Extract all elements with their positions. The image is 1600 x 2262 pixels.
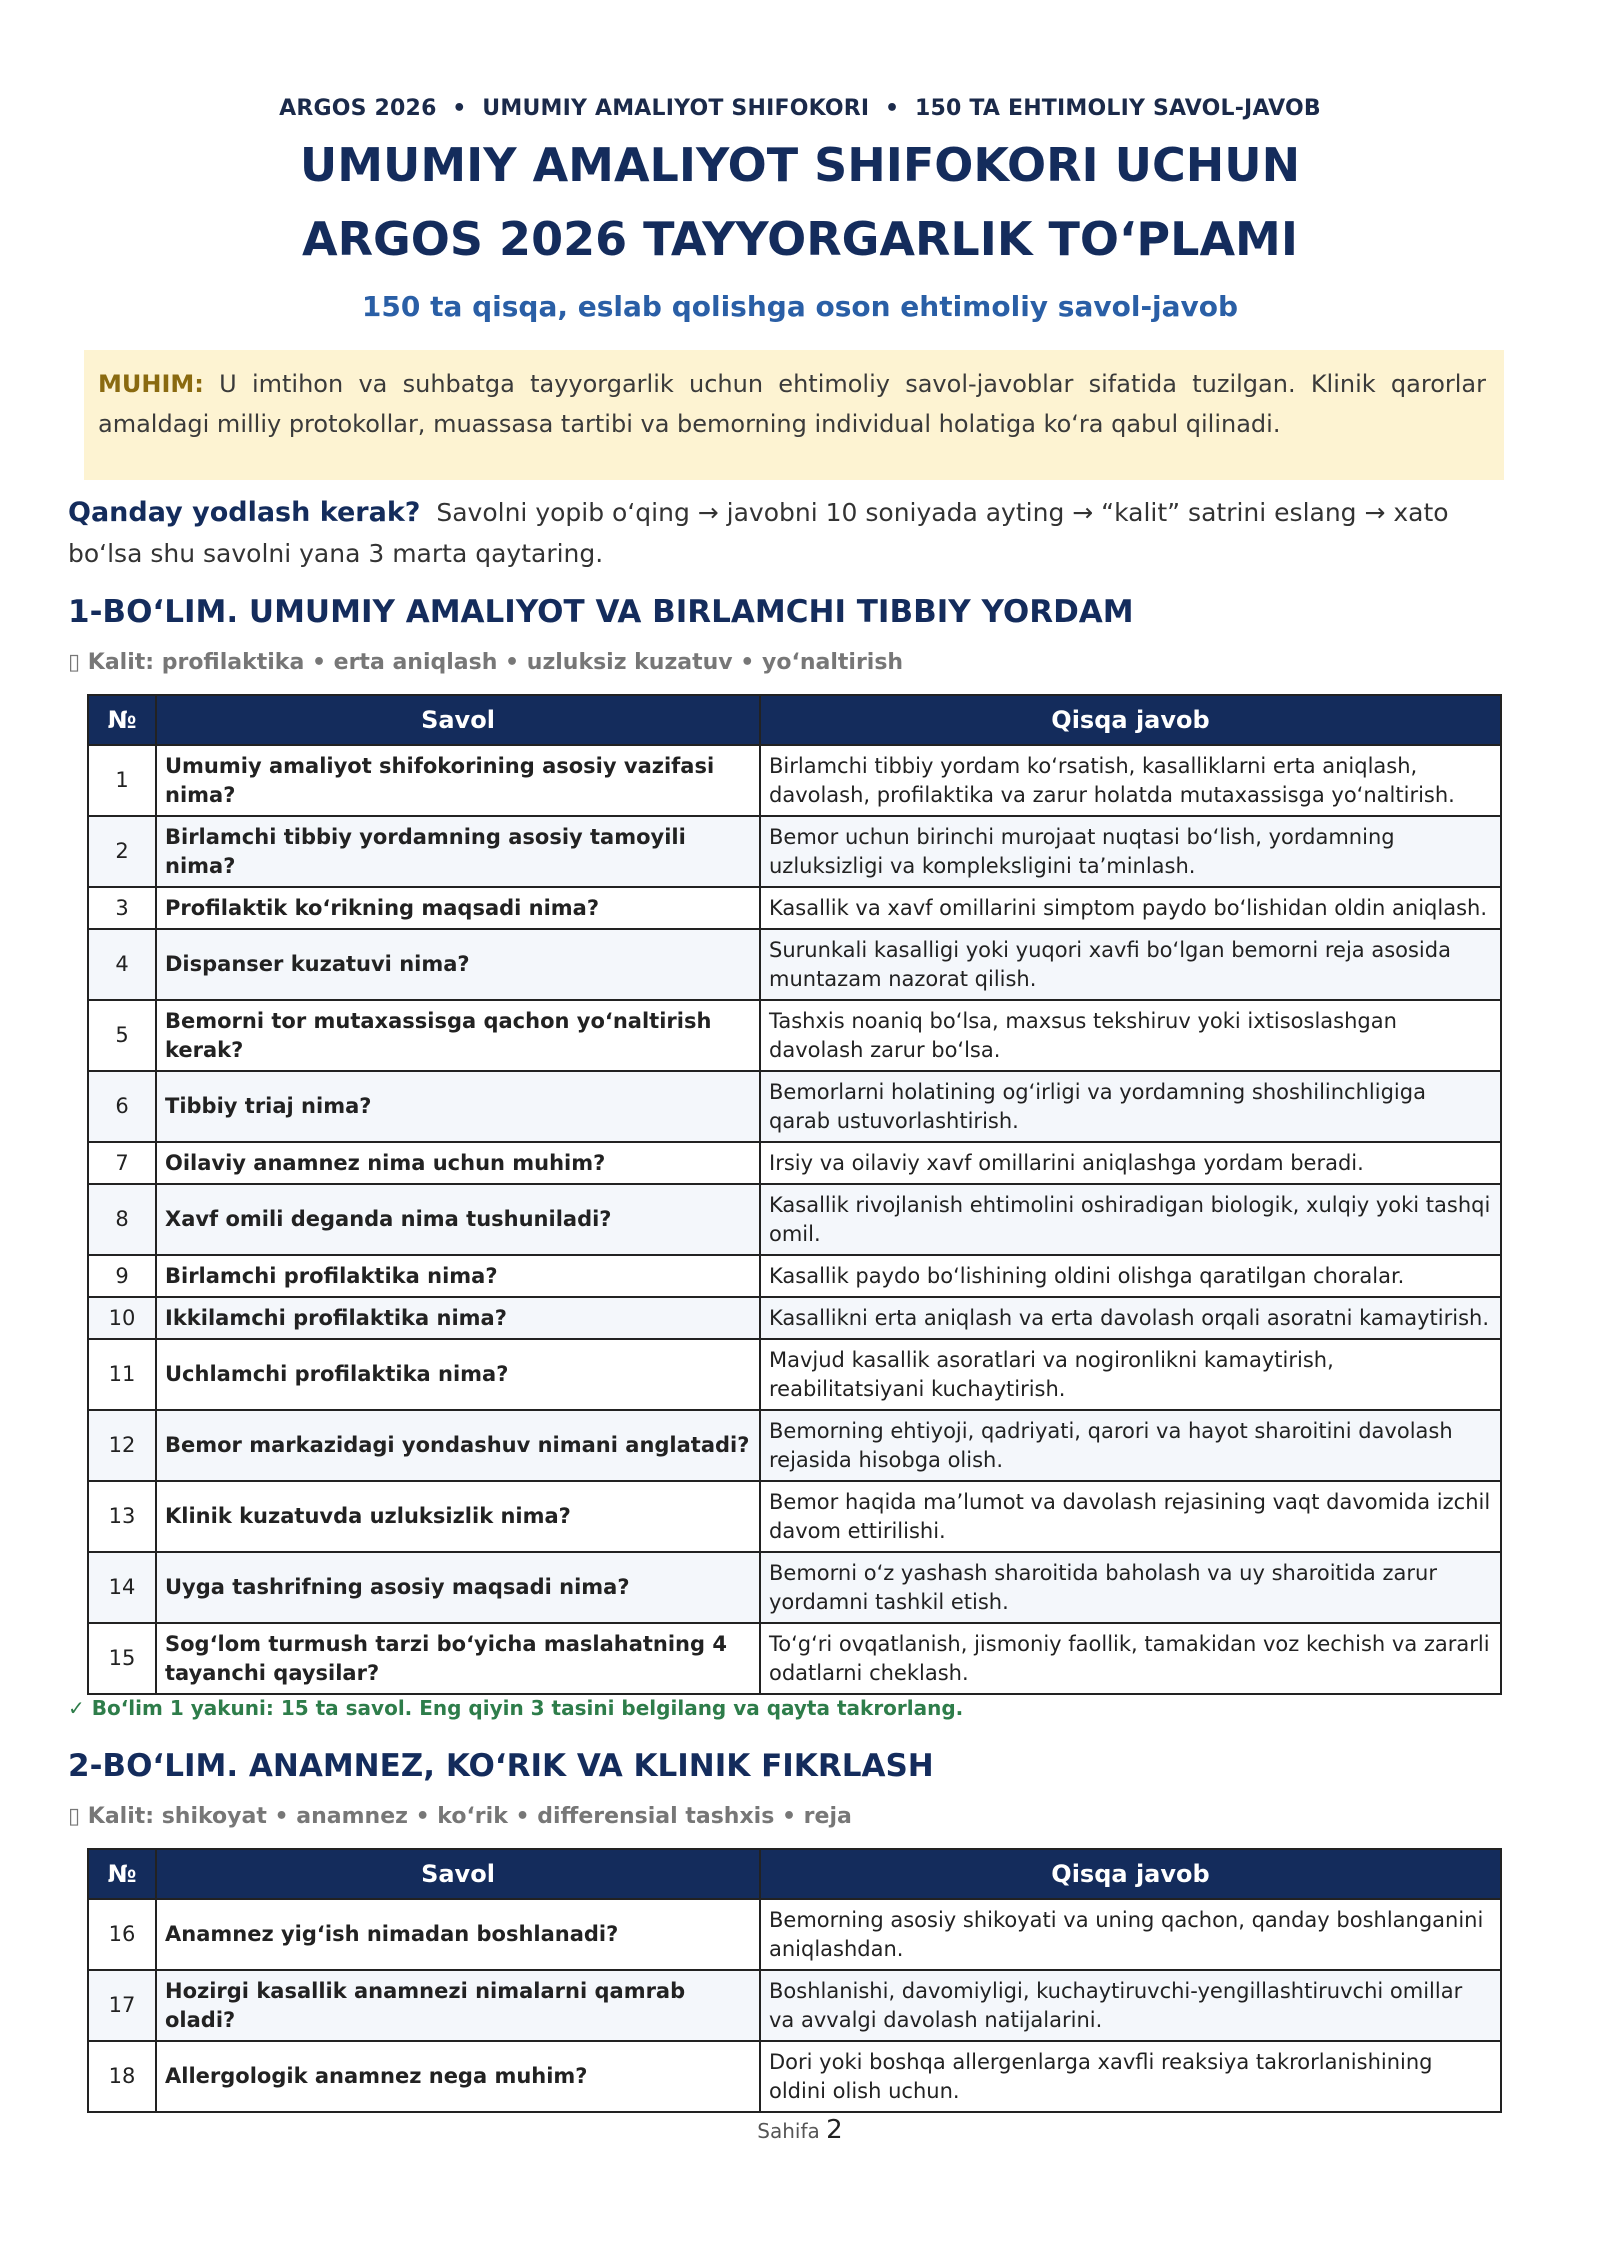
- table-row: [88, 1142, 1501, 1184]
- howto-label: Qanday yodlash kerak?: [68, 497, 421, 528]
- table-row: [88, 1623, 1501, 1694]
- row-number: 2: [88, 816, 156, 887]
- table-row: [88, 1000, 1501, 1071]
- row-answer: Kasallik paydo bo‘lishining oldini olishga qaratilgan choralar.: [760, 1255, 1501, 1297]
- qa-table: [87, 694, 1502, 1695]
- table-row: [88, 887, 1501, 929]
- column-header-answer: Qisqa javob: [760, 695, 1501, 745]
- study-instructions: [68, 492, 1508, 574]
- row-answer: To‘g‘ri ovqatlanish, jismoniy faollik, tamakidan voz kechish va zararli odatlarni cheklash.: [760, 1623, 1501, 1694]
- row-answer: Bemorlarni holatining og‘irligi va yordamning shoshilinchligiga qarab ustuvorlashtirish.: [760, 1071, 1501, 1142]
- row-question: Bemor markazidagi yondashuv nimani anglatadi?: [156, 1410, 760, 1481]
- row-question: Birlamchi tibbiy yordamning asosiy tamoyili nima?: [156, 816, 760, 887]
- row-question: Profilaktik ko‘rikning maqsadi nima?: [156, 887, 760, 929]
- column-header-number: №: [88, 695, 156, 745]
- row-number: 3: [88, 887, 156, 929]
- column-header-question: Savol: [156, 695, 760, 745]
- table-row: [88, 1410, 1501, 1481]
- section-key: ▯ Kalit: shikoyat • anamnez • ko‘rik • differensial tashxis • reja: [68, 1804, 852, 1829]
- table-row: [88, 1899, 1501, 1970]
- row-answer: Dori yoki boshqa allergenlarga xavfli reaksiya takrorlanishining oldini olish uchun.: [760, 2041, 1501, 2112]
- row-number: 14: [88, 1552, 156, 1623]
- column-header-answer: Qisqa javob: [760, 1849, 1501, 1899]
- row-number: 12: [88, 1410, 156, 1481]
- row-number: 17: [88, 1970, 156, 2041]
- column-header-number: №: [88, 1849, 156, 1899]
- table-row: [88, 1552, 1501, 1623]
- page-subtitle: 150 ta qisqa, eslab qolishga oson ehtimoliy savol-javob: [361, 290, 1239, 323]
- qa-table: [87, 1848, 1502, 2113]
- row-question: Xavf omili deganda nima tushuniladi?: [156, 1184, 760, 1255]
- row-number: 8: [88, 1184, 156, 1255]
- row-answer: Kasallik va xavf omillarini simptom paydo bo‘lishidan oldin aniqlash.: [760, 887, 1501, 929]
- row-number: 4: [88, 929, 156, 1000]
- column-header-question: Savol: [156, 1849, 760, 1899]
- page-title-line1: UMUMIY AMALIYOT SHIFOKORI UCHUN: [299, 138, 1301, 192]
- footer-label: Sahifa: [757, 2119, 820, 2143]
- howto-text: Savolni yopib o‘qing → javobni 10 soniyada ayting → “kalit” satrini eslang → xato bo‘lsa shu savolni yana 3 marta qaytaring.: [68, 498, 1449, 568]
- table-row: [88, 745, 1501, 816]
- section-title: 2-BO‘LIM. ANAMNEZ, KO‘RIK VA KLINIK FIKRLASH: [68, 1748, 934, 1784]
- table-row: [88, 1970, 1501, 2041]
- page-number: 2: [826, 2115, 843, 2145]
- row-answer: Surunkali kasalligi yoki yuqori xavfi bo‘lgan bemorni reja asosida muntazam nazorat qilish.: [760, 929, 1501, 1000]
- row-answer: Tashxis noaniq bo‘lsa, maxsus tekshiruv yoki ixtisoslashgan davolash zarur bo‘lsa.: [760, 1000, 1501, 1071]
- row-answer: Boshlanishi, davomiyligi, kuchaytiruvchi-yengillashtiruvchi omillar va avvalgi davolash natijalarini.: [760, 1970, 1501, 2041]
- row-number: 10: [88, 1297, 156, 1339]
- row-question: Sog‘lom turmush tarzi bo‘yicha maslahatning 4 tayanchi qaysilar?: [156, 1623, 760, 1694]
- row-question: Dispanser kuzatuvi nima?: [156, 929, 760, 1000]
- row-number: 13: [88, 1481, 156, 1552]
- row-question: Tibbiy triaj nima?: [156, 1071, 760, 1142]
- row-number: 7: [88, 1142, 156, 1184]
- section-title: 1-BO‘LIM. UMUMIY AMALIYOT VA BIRLAMCHI TIBBIY YORDAM: [68, 594, 1134, 630]
- row-answer: Birlamchi tibbiy yordam ko‘rsatish, kasalliklarni erta aniqlash, davolash, profilaktika va zarur holatda mutaxassisga yo‘naltirish.: [760, 745, 1501, 816]
- table-row: [88, 816, 1501, 887]
- row-answer: Kasallikni erta aniqlash va erta davolash orqali asoratni kamaytirish.: [760, 1297, 1501, 1339]
- table-row: [88, 1481, 1501, 1552]
- row-answer: Kasallik rivojlanish ehtimolini oshiradigan biologik, xulqiy yoki tashqi omil.: [760, 1184, 1501, 1255]
- header-kicker: [0, 96, 1600, 121]
- row-answer: Bemor haqida ma’lumot va davolash rejasining vaqt davomida izchil davom ettirilishi.: [760, 1481, 1501, 1552]
- row-number: 18: [88, 2041, 156, 2112]
- row-question: Anamnez yig‘ish nimadan boshlanadi?: [156, 1899, 760, 1970]
- kicker-exam: ARGOS 2026: [279, 96, 437, 121]
- row-number: 1: [88, 745, 156, 816]
- table-row: [88, 2041, 1501, 2112]
- row-answer: Bemor uchun birinchi murojaat nuqtasi bo‘lish, yordamning uzluksizligi va kompleksligini ta’minlash.: [760, 816, 1501, 887]
- kicker-separator: •: [452, 96, 467, 121]
- row-question: Allergologik anamnez nega muhim?: [156, 2041, 760, 2112]
- kicker-specialty: UMUMIY AMALIYOT SHIFOKORI: [482, 96, 870, 121]
- row-question: Umumiy amaliyot shifokorining asosiy vazifasi nima?: [156, 745, 760, 816]
- row-question: Klinik kuzatuvda uzluksizlik nima?: [156, 1481, 760, 1552]
- table-row: [88, 929, 1501, 1000]
- kicker-count: 150 TA EHTIMOLIY SAVOL-JAVOB: [915, 96, 1321, 121]
- table-row: [88, 1339, 1501, 1410]
- row-number: 6: [88, 1071, 156, 1142]
- kicker-separator: •: [885, 96, 900, 121]
- row-number: 15: [88, 1623, 156, 1694]
- row-question: Bemorni tor mutaxassisga qachon yo‘naltirish kerak?: [156, 1000, 760, 1071]
- table-header-row: [88, 695, 1501, 745]
- row-answer: Bemorni o‘z yashash sharoitida baholash va uy sharoitida zarur yordamni tashkil etish.: [760, 1552, 1501, 1623]
- notice-text: U imtihon va suhbatga tayyorgarlik uchun ehtimoliy savol-javoblar sifatida tuzilgan. Klinik qarorlar amaldagi milliy protokollar, muassasa tartibi va bemorning individual holatiga ko‘ra qabul qilinadi.: [98, 370, 1486, 438]
- table-row: [88, 1255, 1501, 1297]
- table-header-row: [88, 1849, 1501, 1899]
- row-answer: Irsiy va oilaviy xavf omillarini aniqlashga yordam beradi.: [760, 1142, 1501, 1184]
- row-question: Uyga tashrifning asosiy maqsadi nima?: [156, 1552, 760, 1623]
- important-notice: [84, 350, 1504, 480]
- row-number: 5: [88, 1000, 156, 1071]
- table-row: [88, 1297, 1501, 1339]
- page-footer: [0, 2115, 1600, 2145]
- table-row: [88, 1184, 1501, 1255]
- row-question: Ikkilamchi profilaktika nima?: [156, 1297, 760, 1339]
- row-answer: Mavjud kasallik asoratlari va nogironlikni kamaytirish, reabilitatsiyani kuchaytirish.: [760, 1339, 1501, 1410]
- row-question: Hozirgi kasallik anamnezi nimalarni qamrab oladi?: [156, 1970, 760, 2041]
- row-number: 11: [88, 1339, 156, 1410]
- page-title-line2: ARGOS 2026 TAYYORGARLIK TO‘PLAMI: [302, 212, 1298, 266]
- row-answer: Bemorning ehtiyoji, qadriyati, qarori va hayot sharoitini davolash rejasida hisobga olish.: [760, 1410, 1501, 1481]
- row-number: 9: [88, 1255, 156, 1297]
- table-row: [88, 1071, 1501, 1142]
- row-question: Birlamchi profilaktika nima?: [156, 1255, 760, 1297]
- row-answer: Bemorning asosiy shikoyati va uning qachon, qanday boshlanganini aniqlashdan.: [760, 1899, 1501, 1970]
- notice-label: MUHIM:: [98, 370, 204, 398]
- section-key: ▯ Kalit: profilaktika • erta aniqlash • uzluksiz kuzatuv • yo‘naltirish: [68, 650, 904, 675]
- row-question: Oilaviy anamnez nima uchun muhim?: [156, 1142, 760, 1184]
- row-number: 16: [88, 1899, 156, 1970]
- row-question: Uchlamchi profilaktika nima?: [156, 1339, 760, 1410]
- section-summary: ✓ Bo‘lim 1 yakuni: 15 ta savol. Eng qiyin 3 tasini belgilang va qayta takrorlang.: [68, 1696, 964, 1720]
